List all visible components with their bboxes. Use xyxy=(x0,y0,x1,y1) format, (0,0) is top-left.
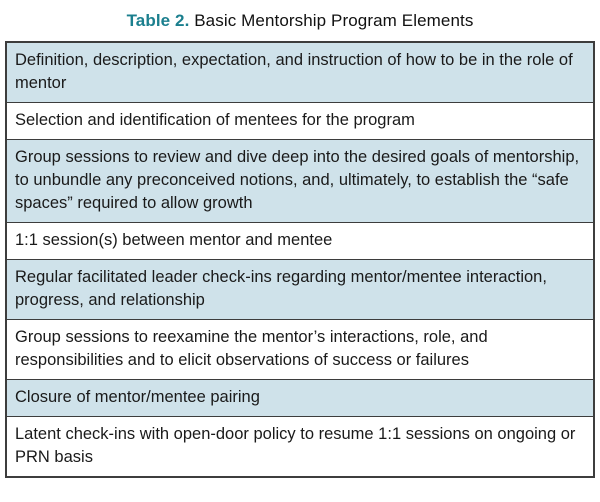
mentorship-elements-table xyxy=(5,41,595,478)
table-caption-title: Basic Mentorship Program Elements xyxy=(194,11,474,30)
table-caption xyxy=(0,10,600,32)
table-row: Latent check-ins with open-door policy to resume 1:1 sessions on ongoing or PRN basis xyxy=(7,417,593,476)
table-caption-label: Table 2. xyxy=(126,11,190,30)
table-row: 1:1 session(s) between mentor and mentee xyxy=(7,223,593,260)
table-row: Group sessions to review and dive deep into the desired goals of mentorship, to unbundle any preconceived notions, and, ultimately, to establish the “safe spaces” required to allow growth xyxy=(7,140,593,223)
table-row: Closure of mentor/mentee pairing xyxy=(7,380,593,417)
table-row: Regular facilitated leader check-ins regarding mentor/mentee interaction, progress, and relationship xyxy=(7,260,593,320)
table-row: Group sessions to reexamine the mentor’s interactions, role, and responsibilities and to elicit observations of success or failures xyxy=(7,320,593,380)
table-row: Selection and identification of mentees for the program xyxy=(7,103,593,140)
table-row: Definition, description, expectation, and instruction of how to be in the role of mentor xyxy=(7,43,593,103)
